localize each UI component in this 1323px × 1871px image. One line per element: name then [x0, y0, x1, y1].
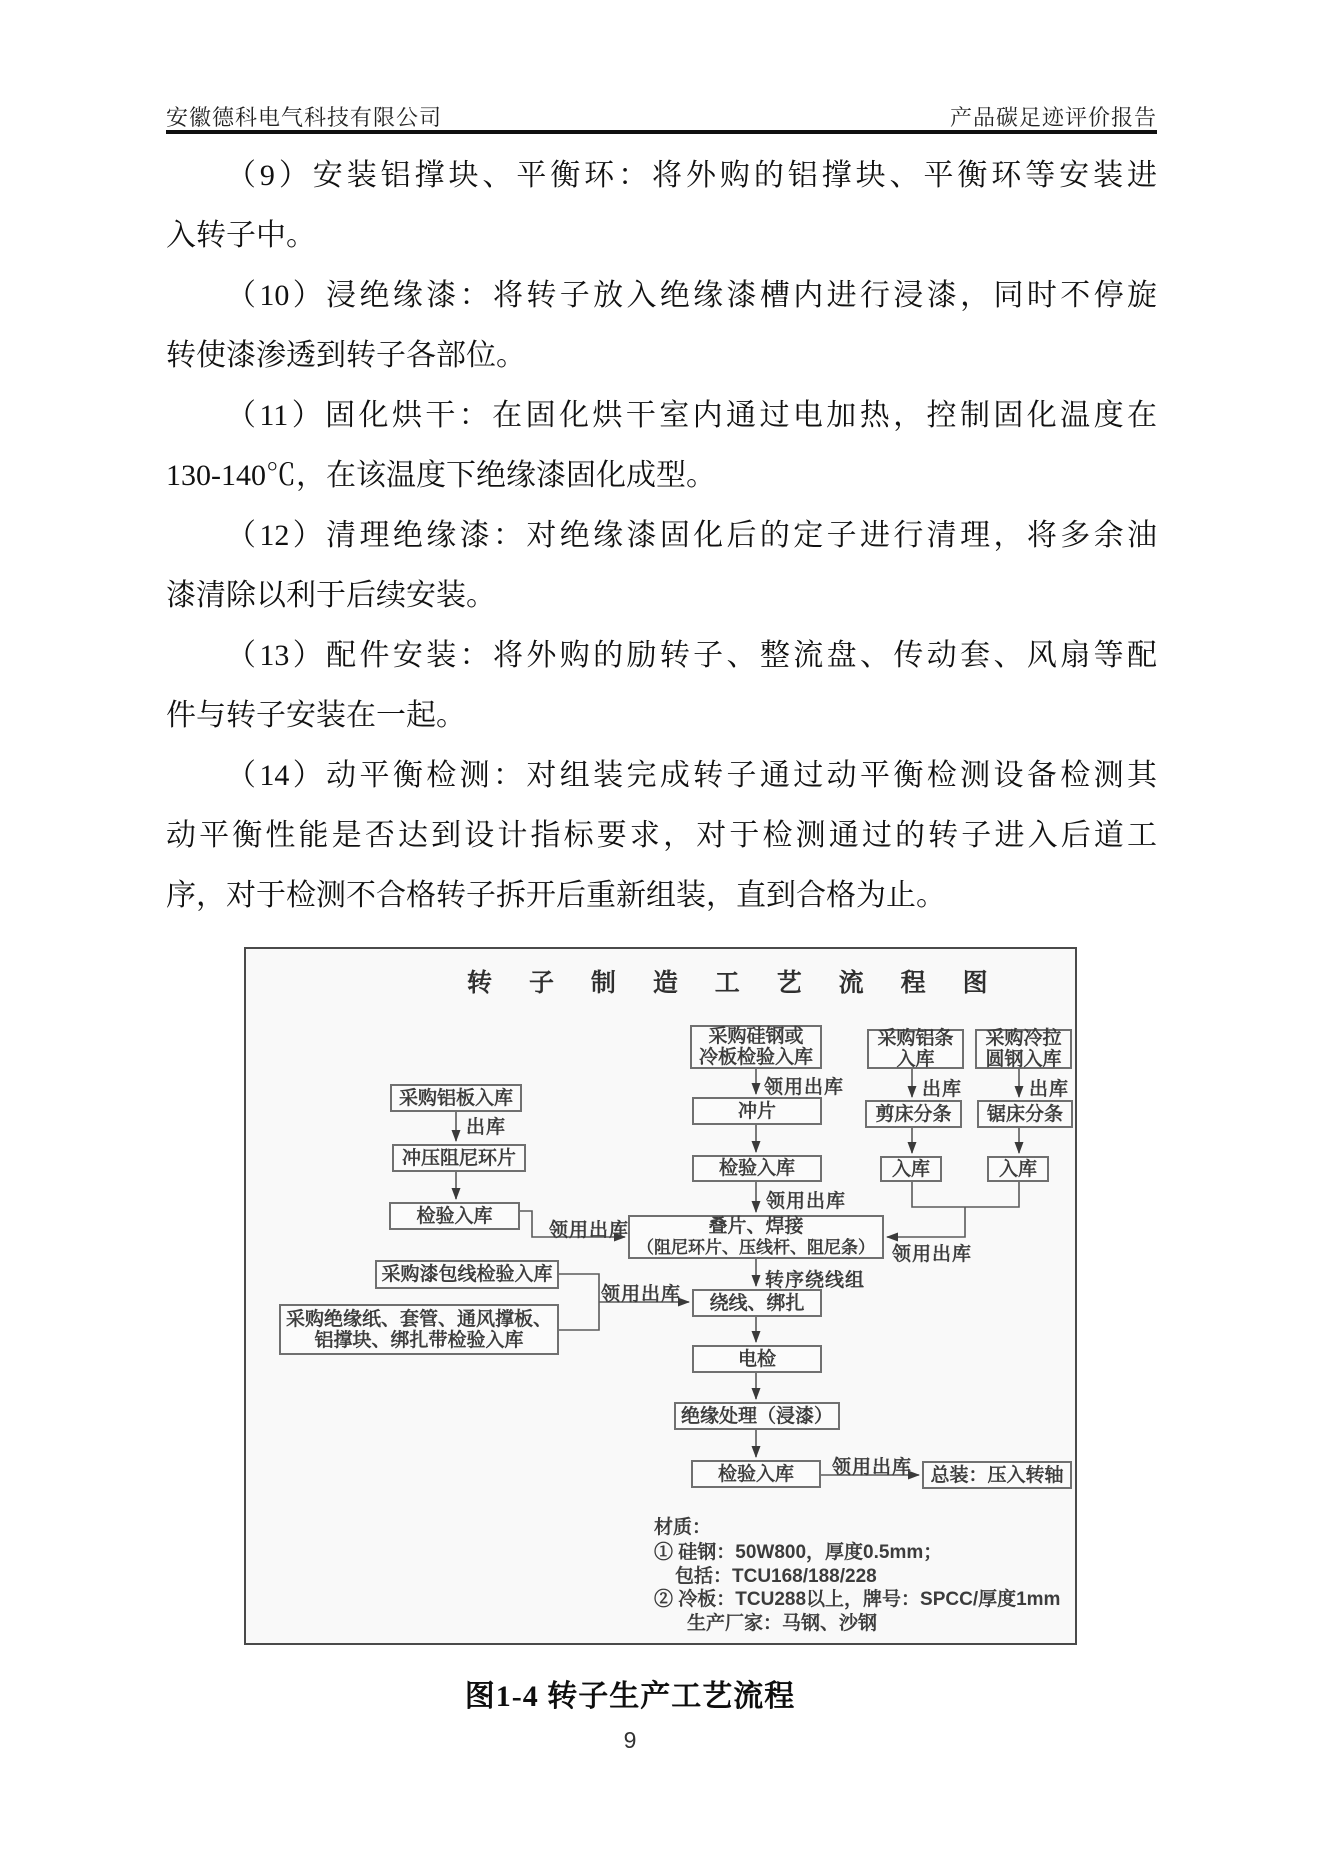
header-company: 安徽德科电气科技有限公司 — [166, 105, 443, 130]
box-assembly: 总装：压入转轴 — [922, 1461, 1072, 1489]
header-report-title: 产品碳足迹评价报告 — [949, 105, 1157, 130]
paragraph-line: 转使漆渗透到转子各部位。 — [166, 339, 526, 372]
note-line: ① 硅钢：50W800，厚度0.5mm； — [654, 1542, 943, 1563]
paragraph-line: 件与转子安装在一起。 — [166, 699, 466, 732]
paragraph-line: （12）清理绝缘漆：对绝缘漆固化后的定子进行清理，将多余油 — [226, 519, 1157, 552]
box-line: 采购绝缘纸、套管、通风撑板、 — [285, 1308, 552, 1330]
box-punch: 冲片 — [692, 1097, 822, 1125]
box-press-damper: 冲压阻尼环片 — [392, 1144, 526, 1172]
note-title: 材质： — [654, 1517, 712, 1538]
edge-label-out-b: 出库 — [1029, 1079, 1070, 1100]
paragraph-line: （13）配件安装：将外购的励转子、整流盘、传动套、风扇等配 — [226, 639, 1157, 672]
box-line: 采购冷拉 — [985, 1028, 1062, 1049]
paragraph-line: 动平衡性能是否达到设计指标要求，对于检测通过的转子进入后道工 — [166, 819, 1157, 852]
box-line: 铝撑块、绑扎带检验入库 — [314, 1329, 524, 1351]
edge-label-out-left: 出库 — [466, 1117, 507, 1138]
edge-label-transfer: 转序绕线组 — [765, 1270, 866, 1291]
edge-label-issue-left: 领用出库 — [549, 1220, 630, 1241]
box-inspect-bottom: 检验入库 — [691, 1460, 821, 1488]
edge-label-out-a: 出库 — [922, 1079, 963, 1100]
paragraph-line: 130-140℃，在该温度下绝缘漆固化成型。 — [166, 459, 716, 492]
edge-label-issue-bottom: 领用出库 — [832, 1457, 913, 1478]
box-line: （阻尼环片、压线杆、阻尼条） — [637, 1238, 875, 1257]
note-line: ② 冷板：TCU288以上，牌号：SPCC/厚度1mm — [654, 1589, 1061, 1610]
box-shear: 剪床分条 — [865, 1100, 962, 1128]
paragraph-line: 入转子中。 — [166, 219, 316, 252]
box-buy-wire: 采购漆包线检验入库 — [375, 1260, 559, 1289]
edge-label-issue-wire: 领用出库 — [601, 1284, 682, 1305]
box-buy-silicon — [690, 1025, 822, 1069]
box-stock-a: 入库 — [880, 1156, 942, 1182]
box-inspect-left: 检验入库 — [389, 1202, 520, 1230]
paragraph-line: （14）动平衡检测：对组装完成转子通过动平衡检测设备检测其 — [226, 759, 1157, 792]
figure-caption: 图1-4 转子生产工艺流程 — [464, 1680, 796, 1713]
flowchart-frame — [244, 947, 1077, 1645]
body-text — [166, 146, 1157, 926]
paragraph-line: （9）安装铝撑块、平衡环：将外购的铝撑块、平衡环等安装进 — [226, 159, 1157, 192]
note-line: 包括：TCU168/188/228 — [675, 1566, 877, 1587]
box-line: 采购硅钢或 — [708, 1026, 804, 1047]
box-stack-weld — [628, 1215, 884, 1259]
box-saw: 锯床分条 — [977, 1100, 1073, 1128]
box-line: 圆钢入库 — [985, 1049, 1062, 1070]
paragraph-line: （10）浸绝缘漆：将转子放入绝缘漆槽内进行浸漆，同时不停旋 — [226, 279, 1157, 312]
header-rule — [166, 130, 1157, 134]
edge-label-issue-right: 领用出库 — [892, 1244, 973, 1265]
box-line: 入库 — [896, 1049, 935, 1070]
box-stock-b: 入库 — [987, 1156, 1049, 1182]
note-line: 生产厂家：马钢、沙钢 — [687, 1613, 878, 1634]
paragraph-line: 漆清除以利于后续安装。 — [166, 579, 496, 612]
box-winding: 绕线、绑扎 — [692, 1289, 822, 1317]
flowchart-title: 转 子 制 造 工 艺 流 程 图 — [467, 969, 1003, 997]
box-line: 采购铝条 — [877, 1028, 954, 1049]
box-electric-test: 电检 — [692, 1345, 822, 1373]
box-buy-cold-drawn — [975, 1029, 1072, 1069]
box-insulation-treat: 绝缘处理（浸漆） — [674, 1402, 840, 1430]
box-line: 冷板检验入库 — [698, 1047, 813, 1068]
edge-label-issue-center: 领用出库 — [766, 1191, 847, 1212]
box-inspect-center: 检验入库 — [692, 1155, 822, 1182]
paragraph-line: （11）固化烘干：在固化烘干室内通过电加热，控制固化温度在 — [226, 399, 1157, 432]
paragraph-line: 序，对于检测不合格转子拆开后重新组装，直到合格为止。 — [166, 879, 946, 912]
box-line: 叠片、焊接 — [708, 1216, 804, 1237]
edge-label-issue-top: 领用出库 — [764, 1077, 845, 1098]
box-buy-al-strip — [867, 1029, 964, 1069]
page-number: 9 — [623, 1727, 637, 1753]
box-buy-al-plate: 采购铝板入库 — [390, 1084, 522, 1112]
box-buy-insulation — [279, 1304, 559, 1355]
